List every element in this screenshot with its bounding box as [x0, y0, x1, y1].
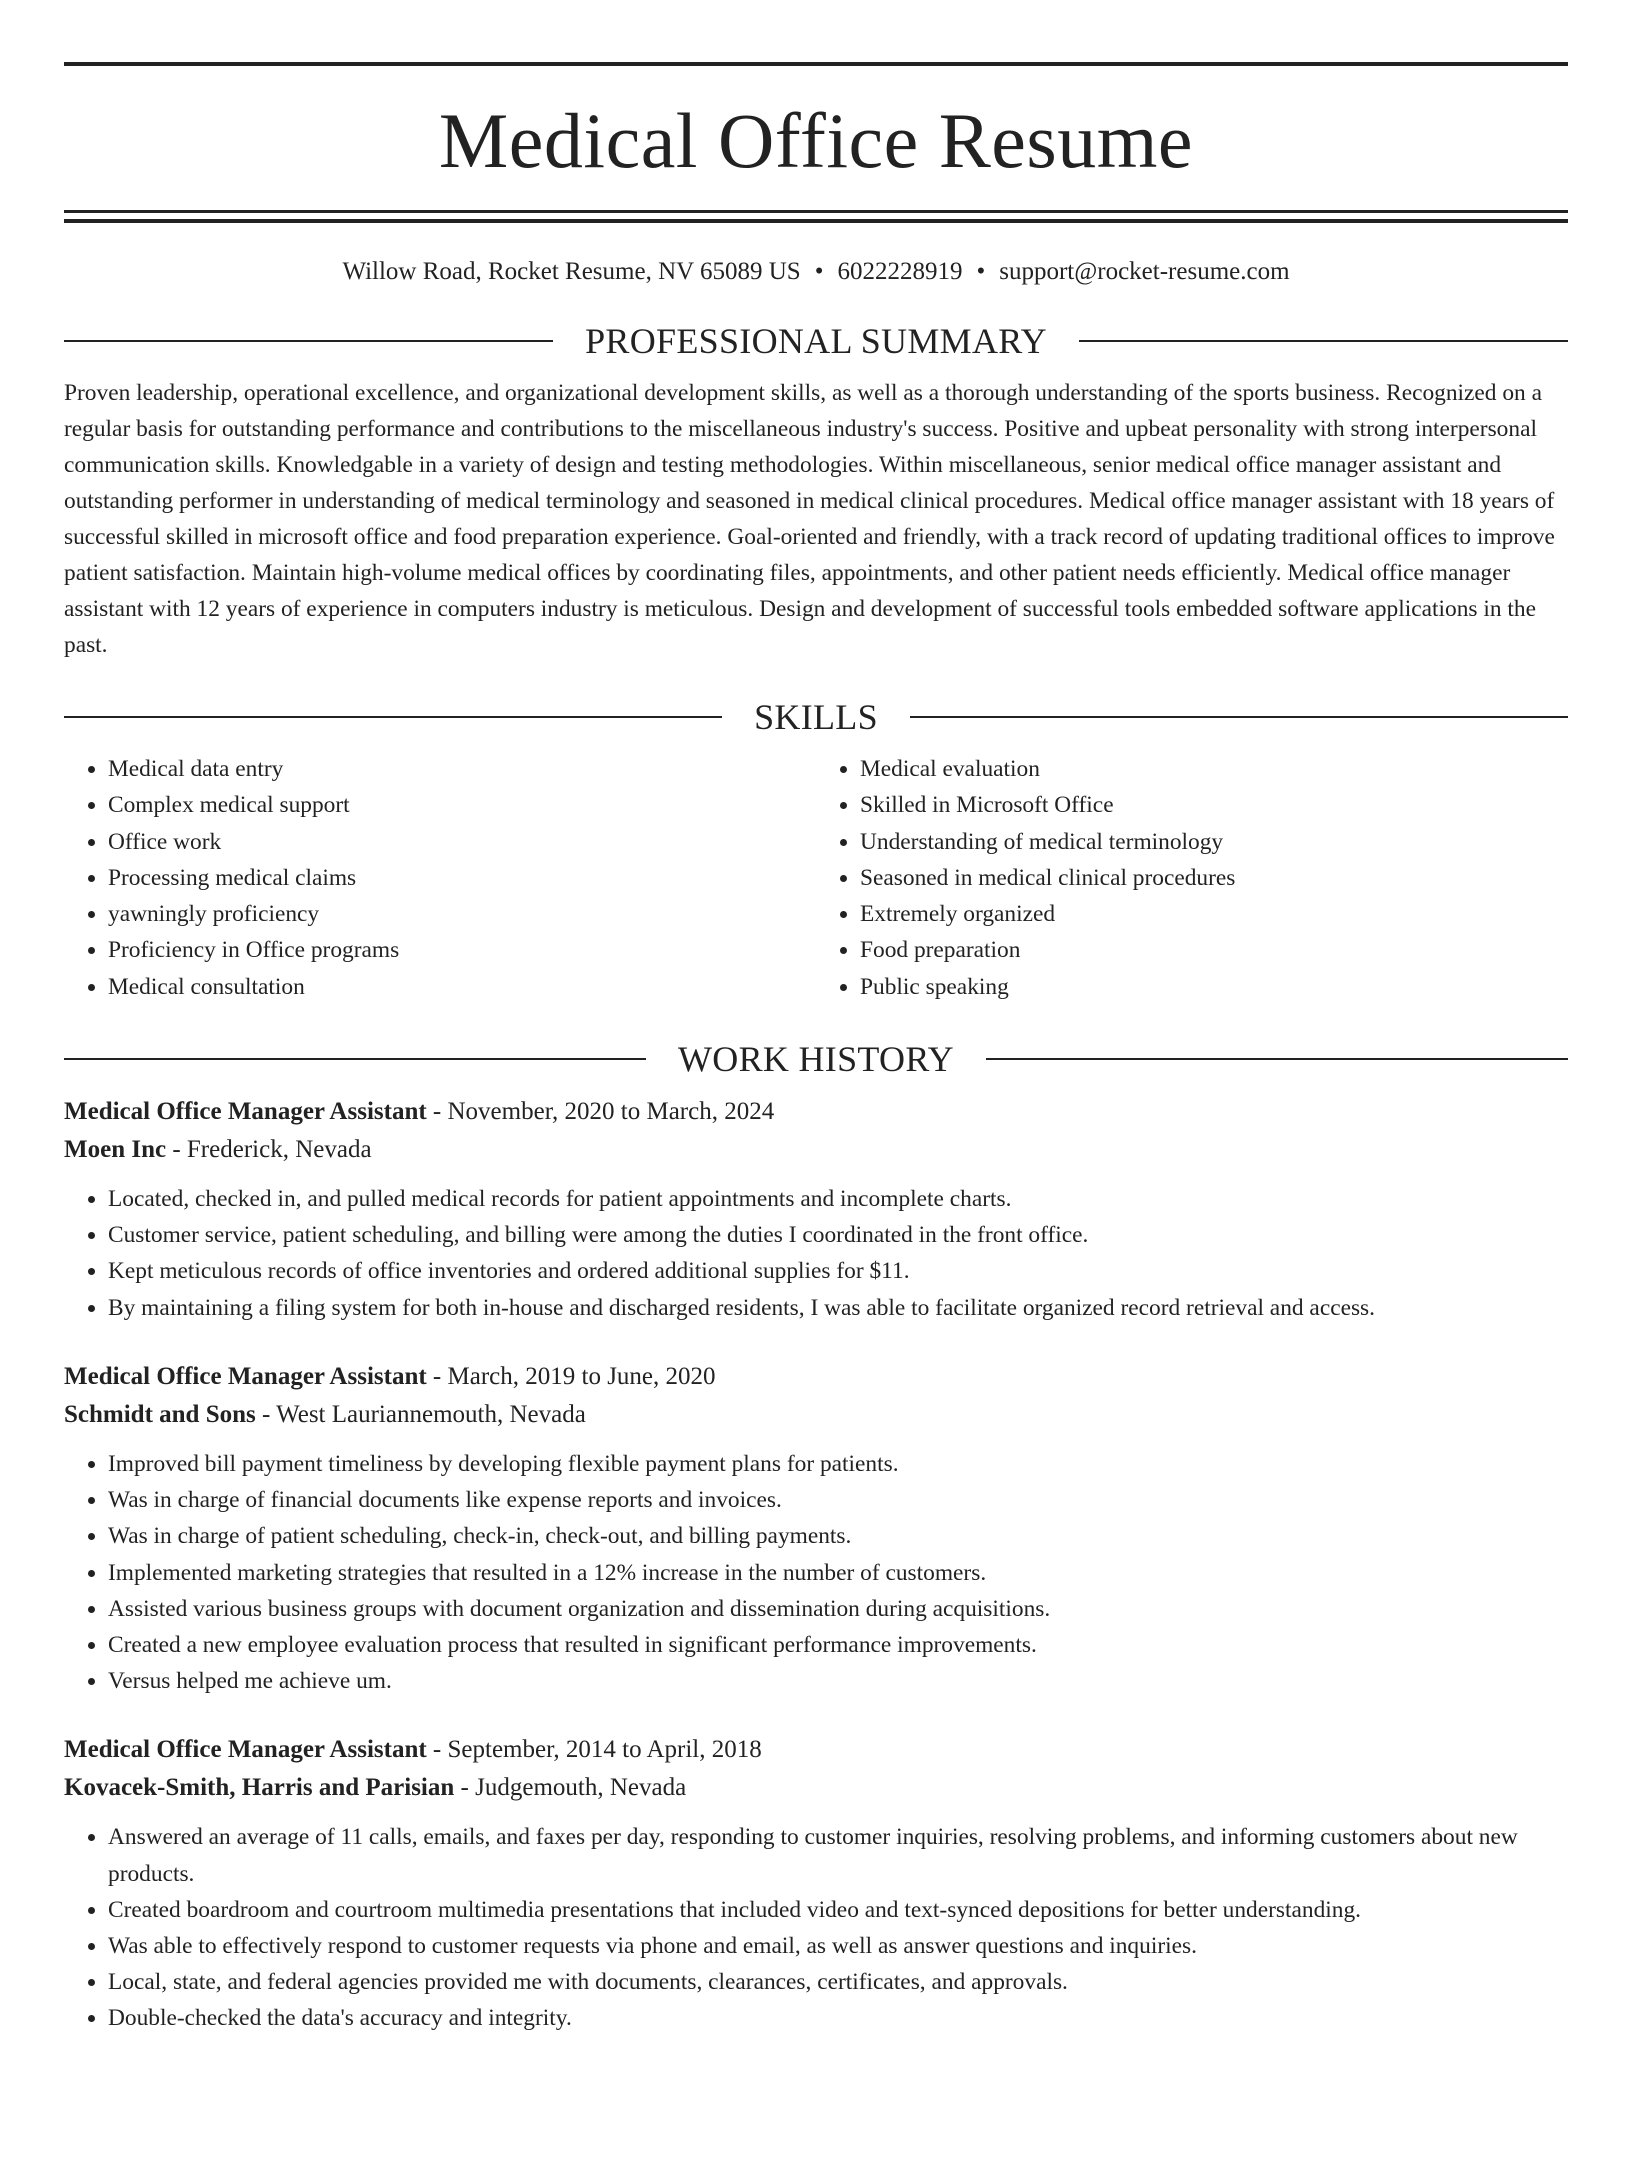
resume-page	[0, 62, 1632, 2174]
summary-heading	[64, 323, 1568, 359]
heading-rule-left	[64, 340, 553, 342]
job-entry	[64, 1358, 1568, 1699]
job-company-line	[64, 1769, 1568, 1807]
job-bullet: • Customer service, patient scheduling, and billing were among the duties I coordinated in the front office.	[108, 1217, 1568, 1253]
job-bullet: • Versus helped me achieve um.	[108, 1663, 1568, 1699]
heading-rule-left	[64, 1058, 646, 1060]
job-bullets	[64, 1446, 1568, 1699]
heading-rule-right	[910, 716, 1568, 718]
contact-separator: •	[976, 258, 986, 285]
job-company: Kovacek-Smith, Harris and Parisian	[64, 1774, 455, 1802]
job-location: - West Lauriannemouth, Nevada	[255, 1400, 586, 1428]
job-bullet: • Implemented marketing strategies that resulted in a 12% increase in the number of customers.	[108, 1555, 1568, 1591]
skill-item: • Public speaking	[860, 969, 1568, 1005]
heading-rule-left	[64, 716, 722, 718]
job-title-line	[64, 1358, 1568, 1396]
skill-item: • yawningly proficiency	[108, 896, 816, 932]
job-bullet: • Created a new employee evaluation process that resulted in significant performance improvements.	[108, 1627, 1568, 1663]
contact-separator: •	[814, 258, 824, 285]
job-bullets	[64, 1819, 1568, 2036]
job-title: Medical Office Manager Assistant	[64, 1736, 427, 1764]
skill-item: • Proficiency in Office programs	[108, 932, 816, 968]
job-company-line	[64, 1396, 1568, 1434]
job-bullet: • Assisted various business groups with document organization and dissemination during acquisitions.	[108, 1591, 1568, 1627]
job-bullet: • By maintaining a filing system for both in-house and discharged residents, I was able to facilitate organized record retrieval and access.	[108, 1290, 1568, 1326]
job-company: Moen Inc	[64, 1136, 167, 1164]
job-company: Schmidt and Sons	[64, 1400, 256, 1428]
job-title-line	[64, 1731, 1568, 1769]
title-double-rule	[64, 210, 1568, 223]
contact-email: support@rocket-resume.com	[999, 258, 1290, 285]
job-dates: - March, 2019 to June, 2020	[426, 1362, 716, 1390]
job-entry	[64, 1093, 1568, 1326]
skill-item: • Office work	[108, 824, 816, 860]
job-bullet: • Was in charge of patient scheduling, check-in, check-out, and billing payments.	[108, 1518, 1568, 1554]
job-bullet: • Improved bill payment timeliness by developing flexible payment plans for patients.	[108, 1446, 1568, 1482]
job-entry	[64, 1731, 1568, 2036]
skill-item: • Food preparation	[860, 932, 1568, 968]
professional-summary-text: Proven leadership, operational excellence, and organizational development skills, as well as a thorough understanding of the sports business. Recognized on a regular basis for outstanding performance and contributions to the miscellaneous industry's success. Positive and upbeat personality with strong interpersonal communication skills. Knowledgable in a variety of design and testing methodologies. Within miscellaneous, senior medical office manager assistant and outstanding performer in understanding of medical terminology and seasoned in medical clinical procedures. Medical office manager assistant with 18 years of successful skilled in microsoft office and food preparation experience. Goal-oriented and friendly, with a track record of updating traditional offices to improve patient satisfaction. Maintain high-volume medical offices by coordinating files, appointments, and other patient needs efficiently. Medical office manager assistant with 12 years of experience in computers industry is meticulous. Design and development of successful tools embedded software applications in the past.	[64, 380, 1555, 658]
skills-list	[64, 751, 1568, 1005]
contact-phone: 6022228919	[837, 258, 963, 285]
skill-item: • Medical data entry	[108, 751, 816, 787]
skill-item: • Understanding of medical terminology	[860, 824, 1568, 860]
top-rule	[64, 62, 1568, 66]
job-dates: - September, 2014 to April, 2018	[426, 1736, 762, 1764]
heading-rule-right	[1079, 340, 1568, 342]
job-bullet: • Was in charge of financial documents like expense reports and invoices.	[108, 1482, 1568, 1518]
job-company-line	[64, 1131, 1568, 1169]
job-title-line	[64, 1093, 1568, 1131]
job-location: - Frederick, Nevada	[166, 1136, 372, 1164]
job-location: - Judgemouth, Nevada	[454, 1774, 687, 1802]
job-bullet: • Created boardroom and courtroom multimedia presentations that included video and text-synced depositions for better understanding.	[108, 1892, 1568, 1928]
work-history-heading	[64, 1039, 1568, 1080]
contact-line	[64, 257, 1568, 287]
skills-heading	[64, 699, 1568, 735]
job-dates: - November, 2020 to March, 2024	[426, 1098, 775, 1126]
skill-item: • Medical consultation	[108, 969, 816, 1005]
job-title: Medical Office Manager Assistant	[64, 1362, 427, 1390]
job-bullets	[64, 1181, 1568, 1326]
skill-item: • Skilled in Microsoft Office	[860, 787, 1568, 823]
job-bullet: • Located, checked in, and pulled medical records for patient appointments and incomplete charts.	[108, 1181, 1568, 1217]
skill-item: • Extremely organized	[860, 896, 1568, 932]
job-bullet: • Was able to effectively respond to customer requests via phone and email, as well as answer questions and inquiries.	[108, 1928, 1568, 1964]
skill-item: • Processing medical claims	[108, 860, 816, 896]
skill-item: • Complex medical support	[108, 787, 816, 823]
skills-column-left	[64, 751, 816, 1005]
resume-title: Medical Office Resume	[438, 97, 1194, 184]
skills-heading-label: SKILLS	[754, 697, 878, 737]
job-bullet: • Answered an average of 11 calls, emails, and faxes per day, responding to customer inquiries, resolving problems, and informing customers about new products.	[108, 1819, 1568, 1891]
contact-address: Willow Road, Rocket Resume, NV 65089 US	[342, 258, 801, 285]
job-bullet: • Kept meticulous records of office inventories and ordered additional supplies for $11.	[108, 1253, 1568, 1289]
job-bullet: • Double-checked the data's accuracy and integrity.	[108, 2000, 1568, 2036]
skill-item: • Medical evaluation	[860, 751, 1568, 787]
skills-column-right	[816, 751, 1568, 1005]
heading-rule-right	[986, 1058, 1568, 1060]
skill-item: • Seasoned in medical clinical procedures	[860, 860, 1568, 896]
summary-heading-label: PROFESSIONAL SUMMARY	[585, 321, 1047, 361]
job-bullet: • Local, state, and federal agencies provided me with documents, clearances, certificates, and approvals.	[108, 1964, 1568, 2000]
work-history-heading-label: WORK HISTORY	[678, 1039, 954, 1080]
job-title: Medical Office Manager Assistant	[64, 1098, 427, 1126]
